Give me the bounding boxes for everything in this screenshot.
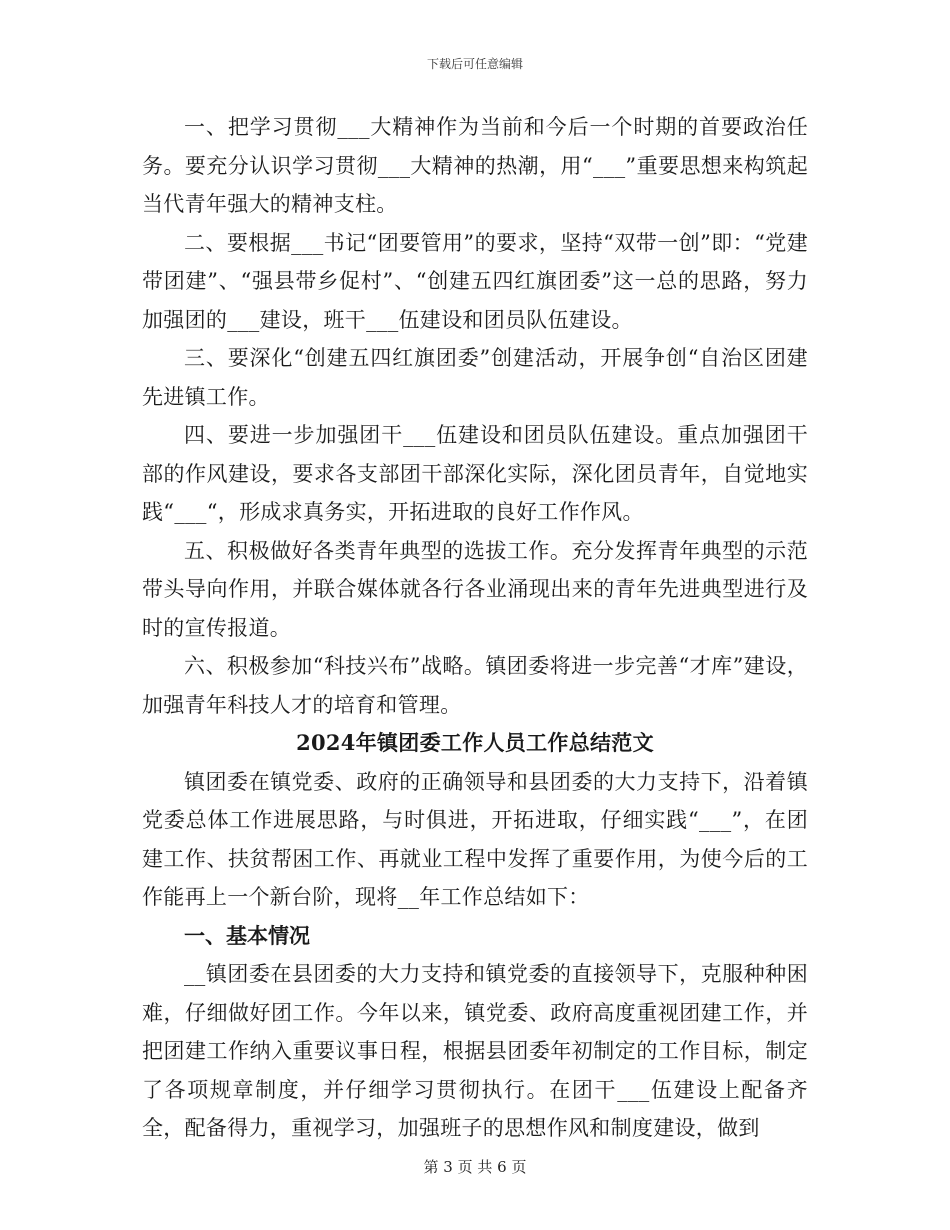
paragraph-item-4: 四、要进一步加强团干___伍建设和团员队伍建设。重点加强团干部的作风建设，要求各支部团干部深化实际，深化团员青年，自觉地实践“___“，形成求真务实，开拓进取的良好工作作风。 <box>142 423 808 524</box>
paragraph-item-5: 五、积极做好各类青年典型的选拔工作。充分发挥青年典型的示范带头导向作用，并联合媒体就各行各业涌现出来的青年先进典型进行及时的宣传报道。 <box>142 538 808 640</box>
document-body <box>142 108 808 1148</box>
intro-paragraph: 镇团委在镇党委、政府的正确领导和县团委的大力支持下，沿着镇党委总体工作进展思路，与时俱进，开拓进取，仔细实践“___”，在团建工作、扶贫帮困工作、再就业工程中发挥了重要作用，为使今后的工作能再上一个新台阶，现将__年工作总结如下： <box>142 769 808 909</box>
page-number: 第 3 页 共 6 页 <box>423 1158 527 1176</box>
paragraph-item-1: 一、把学习贯彻___大精神作为当前和今后一个时期的首要政治任务。要充分认识学习贯彻___大精神的热潮，用“___”重要思想来构筑起当代青年强大的精神支柱。 <box>142 115 809 216</box>
paragraph-item-6: 六、积极参加“科技兴布”战略。镇团委将进一步完善“才库”建设，加强青年科技人才的培育和管理。 <box>142 654 808 717</box>
header-note: 下载后可任意编辑 <box>426 57 523 71</box>
basic-situation-paragraph: __镇团委在县团委的大力支持和镇党委的直接领导下，克服种种困难，仔细做好团工作。今年以来，镇党委、政府高度重视团建工作，并把团建工作纳入重要议事日程，根据县团委年初制定的工作目标，制定了各项规章制度，并仔细学习贯彻执行。在团干___伍建设上配备齐全，配备得力，重视学习，加强班子的思想作风和制度建设，做到 <box>142 962 808 1140</box>
section-title: 2024年镇团委工作人员工作总结范文 <box>296 730 654 755</box>
sub-heading-basic-situation: 一、基本情况 <box>184 923 310 948</box>
paragraph-item-2: 二、要根据___书记“团要管用”的要求，坚持“双带一创”即：“党建带团建”、“强县带乡促村”、“创建五四红旗团委”这一总的思路，努力加强团的___建设，班干___伍建设和团员队伍建设。 <box>142 230 808 332</box>
paragraph-item-3: 三、要深化“创建五四红旗团委”创建活动，开展争创“自治区团建先进镇工作。 <box>142 346 808 409</box>
